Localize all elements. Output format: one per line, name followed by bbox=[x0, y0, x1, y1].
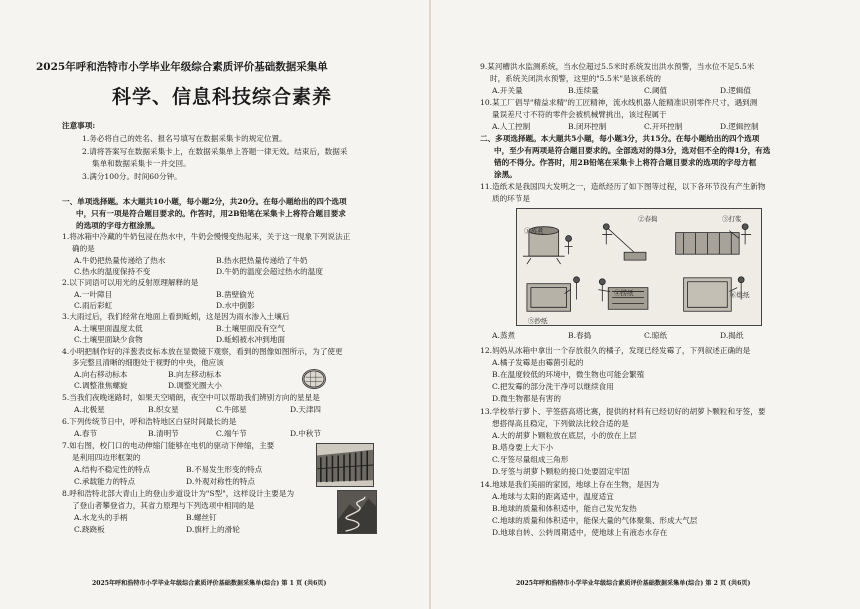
option-b: B.清明节 bbox=[148, 429, 179, 438]
question-stem: 确的是 bbox=[72, 244, 95, 253]
option-c: C.把发霉的部分洗干净可以继续食用 bbox=[492, 382, 614, 391]
question-stem: 想搭得高且稳定，下列做法比较合适的是 bbox=[492, 419, 629, 428]
note-line: 2.请将答案写在数据采集卡上，在数据采集单上答题一律无效。结束后，数据采 bbox=[82, 147, 348, 156]
option-b: B.塔身要上大下小 bbox=[492, 443, 554, 452]
question-stem: 12.妈妈从冰箱中拿出一个存放很久的橘子，发现已经发霉了，下列叙述正确的是 bbox=[480, 346, 751, 355]
option-a: A.春节 bbox=[74, 429, 98, 438]
question-stem: 时，系统关闭洪水预警，这里的"5.5米"是该系统的 bbox=[490, 74, 661, 83]
page-footer: 2025年呼和浩特市小学毕业年级综合素质评价基础数据采集单(综合) 第 2 页 (共6页) bbox=[516, 580, 751, 587]
option-c: C.调整准焦螺旋 bbox=[74, 381, 128, 390]
question-stem: 7.如右图，校门口的电动伸缩门能够在电机的驱动下伸缩，主要 bbox=[62, 441, 275, 450]
option-d: D.揭纸 bbox=[720, 331, 744, 340]
option-d: D.天津四 bbox=[290, 405, 322, 414]
option-d: D.微生物都是有害的 bbox=[492, 394, 561, 403]
question-stem: 10.某工厂倡导"精益求精"的工匠精神，流水线机器人能精准识别零件尺寸，遇到测 bbox=[480, 98, 758, 107]
option-b: B.春捣 bbox=[568, 331, 592, 340]
microscope-view-figure bbox=[302, 369, 326, 389]
section-heading: 错的不得分。作答时，用2B铅笔在采集卡上将符合题目要求的选项的字母方框 bbox=[494, 158, 757, 167]
option-c: C.地球的质量和体积适中，能保大量的气体聚集、形成大气层 bbox=[492, 516, 698, 525]
page-footer: 2025年呼和浩特市小学毕业年级综合素质评价基础数据采集单(综合) 第 1 页 (共6页) bbox=[92, 580, 327, 587]
question-stem: 9.某河槽洪水监测系统，当水位超过5.5米时系统发出洪水预警，当水位不足5.5米 bbox=[480, 62, 755, 71]
figure-label: ④捞纸 bbox=[614, 289, 634, 297]
option-b: B.织女星 bbox=[148, 405, 179, 414]
page-2 bbox=[430, 0, 860, 609]
option-b: B.连续量 bbox=[568, 86, 599, 95]
option-d: D.牙签与胡萝卜颗粒的接口处要固定牢固 bbox=[492, 467, 630, 476]
section-heading: 涂黑。 bbox=[494, 170, 517, 179]
option-c: C.承载能力的特点 bbox=[74, 477, 136, 486]
figure-label: ①蒸煮 bbox=[524, 227, 544, 235]
option-a: A.结构不稳定性的特点 bbox=[74, 465, 151, 474]
option-c: C.晾纸 bbox=[644, 331, 668, 340]
question-stem: 5.当我们夜晚迷路时，如果天空晴朗，夜空中可以帮助我们辨别方向的星星是 bbox=[62, 393, 320, 402]
question-stem: 1.将冰箱中冷藏的牛奶包浸在热水中，牛奶会慢慢变热起来，关于这一现象下列说法正 bbox=[62, 232, 351, 241]
option-a: A.大的胡萝卜颗粒放在底层，小的放在上层 bbox=[492, 431, 637, 440]
note-line: 3.满分100分。时间60分钟。 bbox=[82, 172, 182, 181]
option-a: A.地球与太阳的距离适中，温度适宜 bbox=[492, 492, 614, 501]
subject-title: 科学、信息科技综合素养 bbox=[112, 86, 333, 108]
option-a: A.人工控制 bbox=[492, 122, 531, 131]
papermaking-process-figure bbox=[516, 208, 762, 326]
option-b: B.凿壁偷光 bbox=[216, 290, 255, 299]
question-stem: 质的环节是 bbox=[492, 194, 530, 203]
question-stem: 4.小明把制作好的洋葱表皮标本放在显微镜下观察，看到的图像如图所示，为了使更 bbox=[62, 347, 343, 356]
option-c: C.雨后彩虹 bbox=[74, 301, 113, 310]
section-heading: 一、单项选择题。本大题共10小题，每小题2分，共20分。在每小题给出的四个选项 bbox=[62, 197, 347, 206]
option-b: B.螺丝钉 bbox=[186, 513, 217, 522]
option-d: D.牛奶的温度会超过热水的温度 bbox=[216, 267, 323, 276]
option-d: D.逻辑值 bbox=[720, 86, 752, 95]
option-a: A.水龙头的手柄 bbox=[74, 513, 128, 522]
figure-label: ②春捣 bbox=[638, 215, 658, 223]
option-c: C.阈值 bbox=[644, 86, 668, 95]
option-b: B.热水把热量传递给了牛奶 bbox=[216, 256, 308, 265]
option-d: D.蚯蚓被水冲到地面 bbox=[216, 335, 285, 344]
option-a: A.牛奶把热量传递给了热水 bbox=[74, 256, 166, 265]
option-b: B.不易发生形变的特点 bbox=[186, 465, 263, 474]
exam-title: 2025年呼和浩特市小学毕业年级综合素质评价基础数据采集单 bbox=[36, 61, 328, 73]
option-d: D.旗杆上的滑轮 bbox=[186, 525, 240, 534]
option-a: A.开关量 bbox=[492, 86, 523, 95]
question-stem: 8.呼和浩特北部大青山上的登山步道设计为"S型"，这样设计主要是为 bbox=[62, 489, 295, 498]
question-stem: 多完整且清晰的细胞处于视野的中央，他应该 bbox=[72, 358, 224, 367]
section-heading: 的选项的字母方框涂黑。 bbox=[76, 221, 160, 230]
option-d: D.中秋节 bbox=[290, 429, 322, 438]
option-c: C.开环控制 bbox=[644, 122, 683, 131]
option-b: B.地球的质量和体积适中，能自己发光发热 bbox=[492, 504, 637, 513]
question-stem: 13.学校举行萝卜、芋签搭高塔比赛，提供的材料有已经切好的胡萝卜颗粒和牙签，要 bbox=[480, 407, 766, 416]
section-heading: 二、多项选择题。本大题共5小题，每小题3分，共15分。在每小题给出的四个选项 bbox=[480, 134, 760, 143]
option-a: A.土壤里面温度太低 bbox=[74, 324, 143, 333]
figure-label: ⑥烘纸 bbox=[730, 291, 750, 299]
question-stem: 11.造纸术是我国四大发明之一，造纸经历了如下图等过程，以下各环节没有产生新物 bbox=[480, 182, 766, 191]
option-d: D.水中倒影 bbox=[216, 301, 255, 310]
option-c: C.端午节 bbox=[216, 429, 247, 438]
question-stem: 2.以下词语可以用光的反射原理解释的是 bbox=[62, 278, 199, 287]
telescopic-gate-figure bbox=[316, 443, 374, 487]
question-stem: 了登山者攀登省力，其省力原理与下列选项中相同的是 bbox=[72, 501, 255, 510]
option-d: D.外观对称性的特点 bbox=[186, 477, 255, 486]
question-stem: 是利用四边形框架的 bbox=[72, 453, 141, 462]
option-b: B.在温度较低的环境中，微生物也可能会繁殖 bbox=[492, 370, 645, 379]
option-c: C.牛郎星 bbox=[216, 405, 247, 414]
option-c: C.土壤里面缺少食物 bbox=[74, 335, 143, 344]
option-a: A.北极星 bbox=[74, 405, 105, 414]
question-stem: 6.下列传统节日中，呼和浩特地区白昼时间最长的是 bbox=[62, 417, 237, 426]
notes-heading: 注意事项: bbox=[62, 121, 96, 130]
option-d: D.地球自转、公转周期适中，使地球上有液态水存在 bbox=[492, 528, 668, 537]
option-d: D.调整光圈大小 bbox=[168, 381, 222, 390]
option-b: B.闭环控制 bbox=[568, 122, 607, 131]
option-d: D.逻辑控制 bbox=[720, 122, 759, 131]
note-line: 1.务必将自己的姓名、报名号填写在数据采集卡的规定位置。 bbox=[82, 134, 287, 143]
section-heading: 中，只有一项是符合题目要求的。作答时，用2B铅笔在采集卡上将符合题目要求 bbox=[76, 209, 346, 218]
option-c: C.跷跷板 bbox=[74, 525, 105, 534]
question-stem: 3.大雨过后，我们经常在地面上看到蚯蚓，这是因为雨水渗入土壤后 bbox=[62, 312, 290, 321]
option-b: B.向左移动标本 bbox=[168, 370, 222, 379]
note-line: 集单和数据采集卡一并交回。 bbox=[92, 159, 191, 168]
figure-label: ③打浆 bbox=[722, 215, 742, 223]
mountain-path-figure bbox=[337, 490, 377, 534]
question-stem: 量误差尺寸不符的零件会被机械臂挑出，该过程属于 bbox=[492, 110, 667, 119]
option-a: A.橘子发霉是由霉菌引起的 bbox=[492, 358, 584, 367]
figure-label: ⑤抄纸 bbox=[528, 317, 548, 325]
question-stem: 14.地球是我们美丽的家园，地球上存在生物，是因为 bbox=[480, 480, 660, 489]
option-c: C.热水的温度保持不变 bbox=[74, 267, 151, 276]
option-c: C.牙签尽量组成三角形 bbox=[492, 455, 569, 464]
option-a: A.蒸煮 bbox=[492, 331, 516, 340]
option-a: A.向右移动标本 bbox=[74, 370, 128, 379]
option-b: B.土壤里面没有空气 bbox=[216, 324, 285, 333]
option-a: A.一叶障目 bbox=[74, 290, 113, 299]
section-heading: 中，至少有两项是符合题目要求的。全部选对的得3分，选对但不全的得1分，有选 bbox=[494, 146, 771, 155]
